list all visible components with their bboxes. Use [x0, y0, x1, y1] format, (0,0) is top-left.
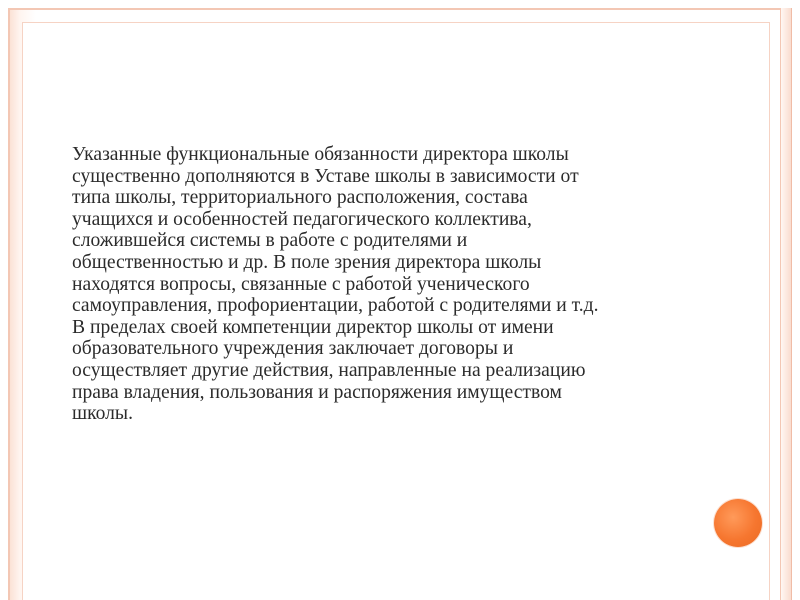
- small-square-bullet-icon: [44, 144, 72, 145]
- orange-circle-icon: [714, 499, 762, 547]
- body-paragraph: Указанные функциональные обязанности директора школы существенно дополняются в Уставе школы в зависимости от типа школы, территориального расположения, состава учащихся и особенностей педагогического коллектива, сложившейся системы в работе с родителями и общественностью и др. В поле зрения директора школы находятся вопросы, связанные с работой ученического самоуправления, профориентации, работой с родителями и т.д. В пределах своей компетенции директор школы от имени образовательного учреждения заключает договоры и осуществляет другие действия, направленные на реализацию права владения, пользования и распоряжения имуществом школы.: [72, 144, 599, 425]
- slide-frame-right-edge: [780, 8, 792, 600]
- bullet-item: [44, 144, 684, 425]
